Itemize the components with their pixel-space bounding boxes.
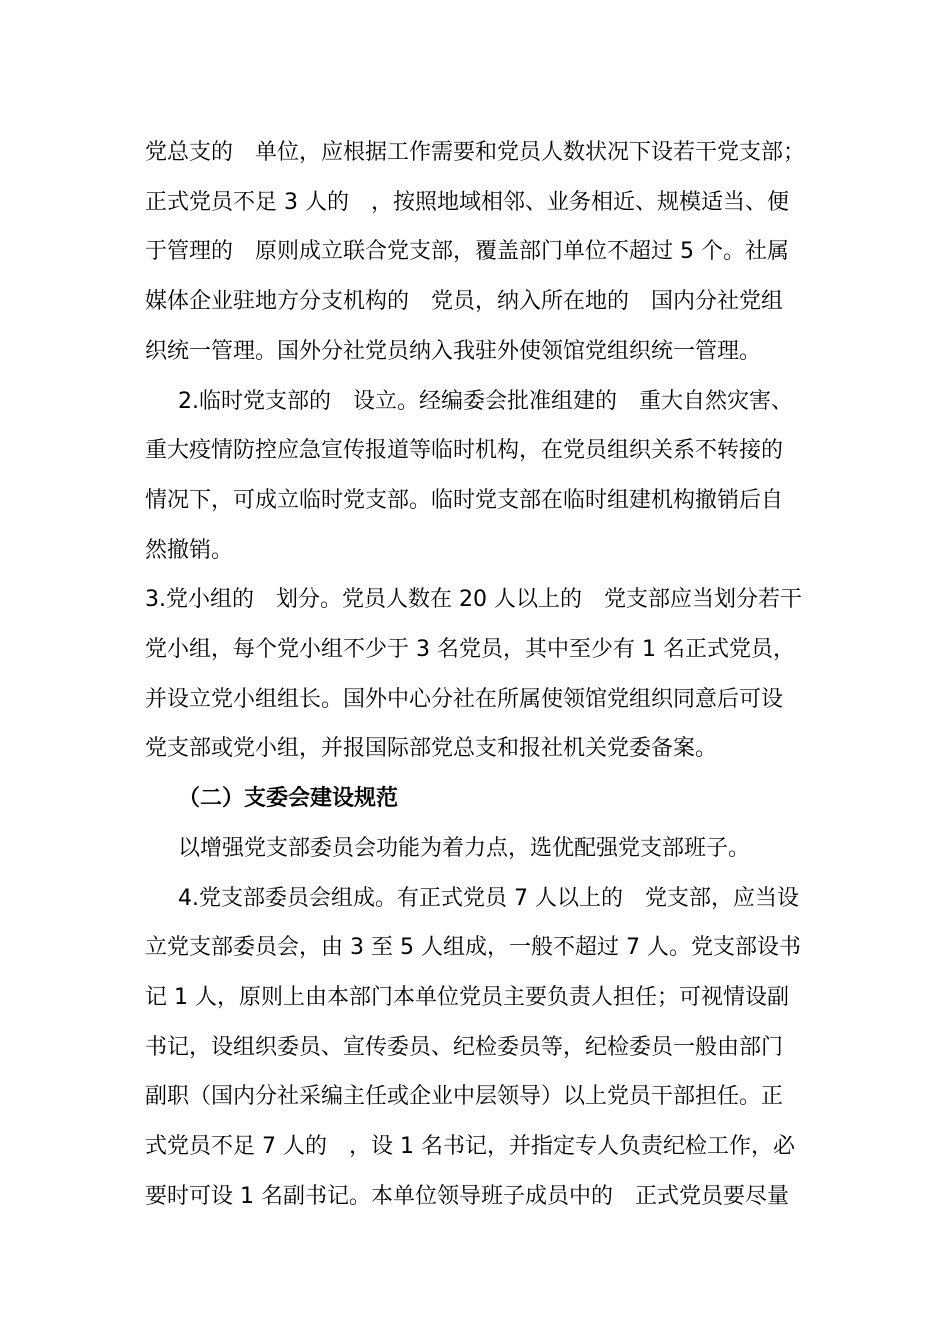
paragraph-line: 情况下，可成立临时党支部。临时党支部在临时组建机构撤销后自 — [145, 488, 784, 513]
paragraph-line: 2.临时党支部的 设立。经编委会批准组建的 重大自然灾害、 — [178, 389, 793, 414]
section-heading: （二）支委会建设规范 — [178, 786, 399, 811]
paragraph-line: 并设立党小组组长。国外中心分社在所属使领馆党组织同意后可设 — [145, 687, 784, 712]
paragraph-line: 副职（国内分社采编主任或企业中层领导）以上党员干部担任。正 — [145, 1084, 784, 1109]
paragraph-line: 党支部或党小组，并报国际部党总支和报社机关党委备案。 — [145, 736, 718, 761]
paragraph-line: 重大疫情防控应急宣传报道等临时机构，在党员组织关系不转接的 — [145, 438, 784, 463]
paragraph-line: 要时可设 1 名副书记。本单位领导班子成员中的 正式党员要尽量 — [145, 1184, 789, 1209]
paragraph-line: 党总支的 单位，应根据工作需要和党员人数状况下设若干党支部； — [145, 140, 806, 165]
paragraph-line: 4.党支部委员会组成。有正式党员 7 人以上的 党支部，应当设 — [178, 886, 799, 911]
paragraph-line: 立党支部委员会，由 3 至 5 人组成，一般不超过 7 人。党支部设书 — [145, 935, 801, 960]
paragraph-line: 式党员不足 7 人的 ，设 1 名书记，并指定专人负责纪检工作，必 — [145, 1134, 795, 1159]
paragraph-line: 3.党小组的 划分。党员人数在 20 人以上的 党支部应当划分若干 — [145, 587, 802, 612]
paragraph-line: 于管理的 原则成立联合党支部，覆盖部门单位不超过 5 个。社属 — [145, 239, 789, 264]
paragraph-line: 党小组，每个党小组不少于 3 名党员，其中至少有 1 名正式党员， — [145, 637, 795, 662]
paragraph-line: 以增强党支部委员会功能为着力点，选优配强党支部班子。 — [178, 836, 751, 861]
paragraph-line: 媒体企业驻地方分支机构的 党员，纳入所在地的 国内分社党组 — [145, 289, 784, 314]
paragraph-line: 织统一管理。国外分社党员纳入我驻外使领馆党组织统一管理。 — [145, 339, 762, 364]
paragraph-line: 正式党员不足 3 人的 ，按照地域相邻、业务相近、规模适当、便 — [145, 190, 789, 215]
paragraph-line: 书记，设组织委员、宣传委员、纪检委员等，纪检委员一般由部门 — [145, 1035, 784, 1060]
paragraph-line: 然撤销。 — [145, 538, 234, 563]
paragraph-line: 记 1 人，原则上由本部门本单位党员主要负责人担任；可视情设副 — [145, 985, 789, 1010]
